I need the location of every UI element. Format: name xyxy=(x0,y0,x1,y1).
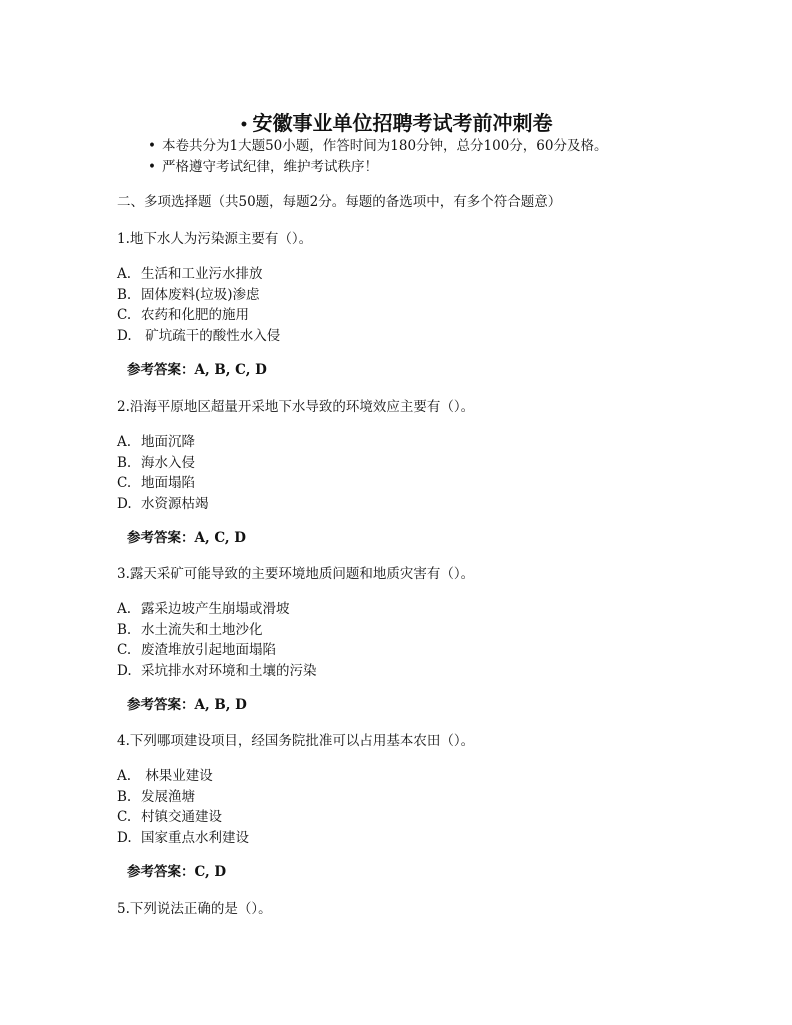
section-header: 二、多项选择题（共50题，每题2分。每题的备选项中，有多个符合题意） xyxy=(117,194,562,210)
note-bullet: • xyxy=(148,159,156,175)
option-letter: C. xyxy=(117,475,132,491)
option-c xyxy=(117,807,717,828)
question-3 xyxy=(117,564,717,715)
reference-answer: 参考答案：A, B, C, D xyxy=(127,362,267,378)
option-text: 地面沉降 xyxy=(141,434,195,450)
option-a xyxy=(117,766,717,787)
title-text: 安徽事业单位招聘考试考前冲刺卷 xyxy=(252,111,553,135)
option-letter: B. xyxy=(117,286,132,303)
option-text: 地面塌陷 xyxy=(141,475,195,491)
option-b xyxy=(117,453,717,474)
title-bullet: • xyxy=(239,116,249,133)
option-text: 发展渔塘 xyxy=(141,788,195,805)
exam-notes xyxy=(148,136,607,178)
question-1 xyxy=(117,229,717,380)
note-text: 本卷共分为1大题50小题，作答时间为180分钟，总分100分，60分及格。 xyxy=(162,138,608,154)
option-letter: A. xyxy=(117,434,132,450)
option-b xyxy=(117,285,717,306)
option-text: 生活和工业污水排放 xyxy=(141,266,263,282)
option-letter: B. xyxy=(117,454,132,471)
option-b xyxy=(117,787,717,808)
question-text: 5.下列说法正确的是（）。 xyxy=(117,901,272,917)
option-list xyxy=(117,599,717,681)
reference-answer: 参考答案：A, B, D xyxy=(127,697,247,713)
option-text: 水资源枯竭 xyxy=(141,495,209,512)
option-text: 林果业建设 xyxy=(141,768,213,784)
option-letter: A. xyxy=(117,768,132,784)
option-d xyxy=(117,828,717,849)
option-text: 露采边坡产生崩塌或滑坡 xyxy=(141,601,290,617)
note-item xyxy=(148,136,607,157)
option-c xyxy=(117,640,717,661)
question-text: 1.地下水人为污染源主要有（）。 xyxy=(117,231,313,247)
option-text: 海水入侵 xyxy=(141,454,195,471)
option-d xyxy=(117,494,717,515)
option-letter: B. xyxy=(117,788,132,805)
option-a xyxy=(117,264,717,285)
question-text: 4.下列哪项建设项目，经国务院批准可以占用基本农田（）。 xyxy=(117,733,475,749)
option-letter: B. xyxy=(117,621,132,638)
option-a xyxy=(117,432,717,453)
question-5 xyxy=(117,899,717,919)
option-c xyxy=(117,473,717,494)
option-list xyxy=(117,264,717,346)
option-letter: D. xyxy=(117,829,132,846)
option-letter: D. xyxy=(117,495,132,512)
option-text: 水土流失和土地沙化 xyxy=(141,621,263,638)
option-text: 农药和化肥的施用 xyxy=(141,307,249,323)
option-letter: A. xyxy=(117,601,132,617)
option-list xyxy=(117,432,717,514)
option-d xyxy=(117,326,717,347)
option-text: 村镇交通建设 xyxy=(141,809,222,825)
option-text: 固体废料(垃圾)渗虑 xyxy=(141,286,260,303)
option-d xyxy=(117,661,717,682)
reference-answer: 参考答案：A, C, D xyxy=(127,530,246,546)
option-c xyxy=(117,305,717,326)
option-text: 废渣堆放引起地面塌陷 xyxy=(141,642,276,658)
question-2 xyxy=(117,397,717,548)
option-letter: C. xyxy=(117,307,132,323)
option-a xyxy=(117,599,717,620)
option-letter: C. xyxy=(117,642,132,658)
option-text: 采坑排水对环境和土壤的污染 xyxy=(141,662,317,679)
note-text: 严格遵守考试纪律，维护考试秩序！ xyxy=(162,159,378,175)
note-bullet: • xyxy=(148,138,156,154)
note-item xyxy=(148,157,607,178)
question-4 xyxy=(117,731,717,882)
option-list xyxy=(117,766,717,848)
option-text: 矿坑疏干的酸性水入侵 xyxy=(141,327,281,344)
option-letter: D. xyxy=(117,662,132,679)
option-b xyxy=(117,620,717,641)
page-title xyxy=(0,110,792,138)
option-letter: D. xyxy=(117,327,132,344)
question-text: 3.露天采矿可能导致的主要环境地质问题和地质灾害有（）。 xyxy=(117,566,475,582)
option-text: 国家重点水利建设 xyxy=(141,829,249,846)
question-text: 2.沿海平原地区超量开采地下水导致的环境效应主要有（）。 xyxy=(117,399,475,415)
option-letter: A. xyxy=(117,266,132,282)
option-letter: C. xyxy=(117,809,132,825)
reference-answer: 参考答案：C, D xyxy=(127,864,227,880)
